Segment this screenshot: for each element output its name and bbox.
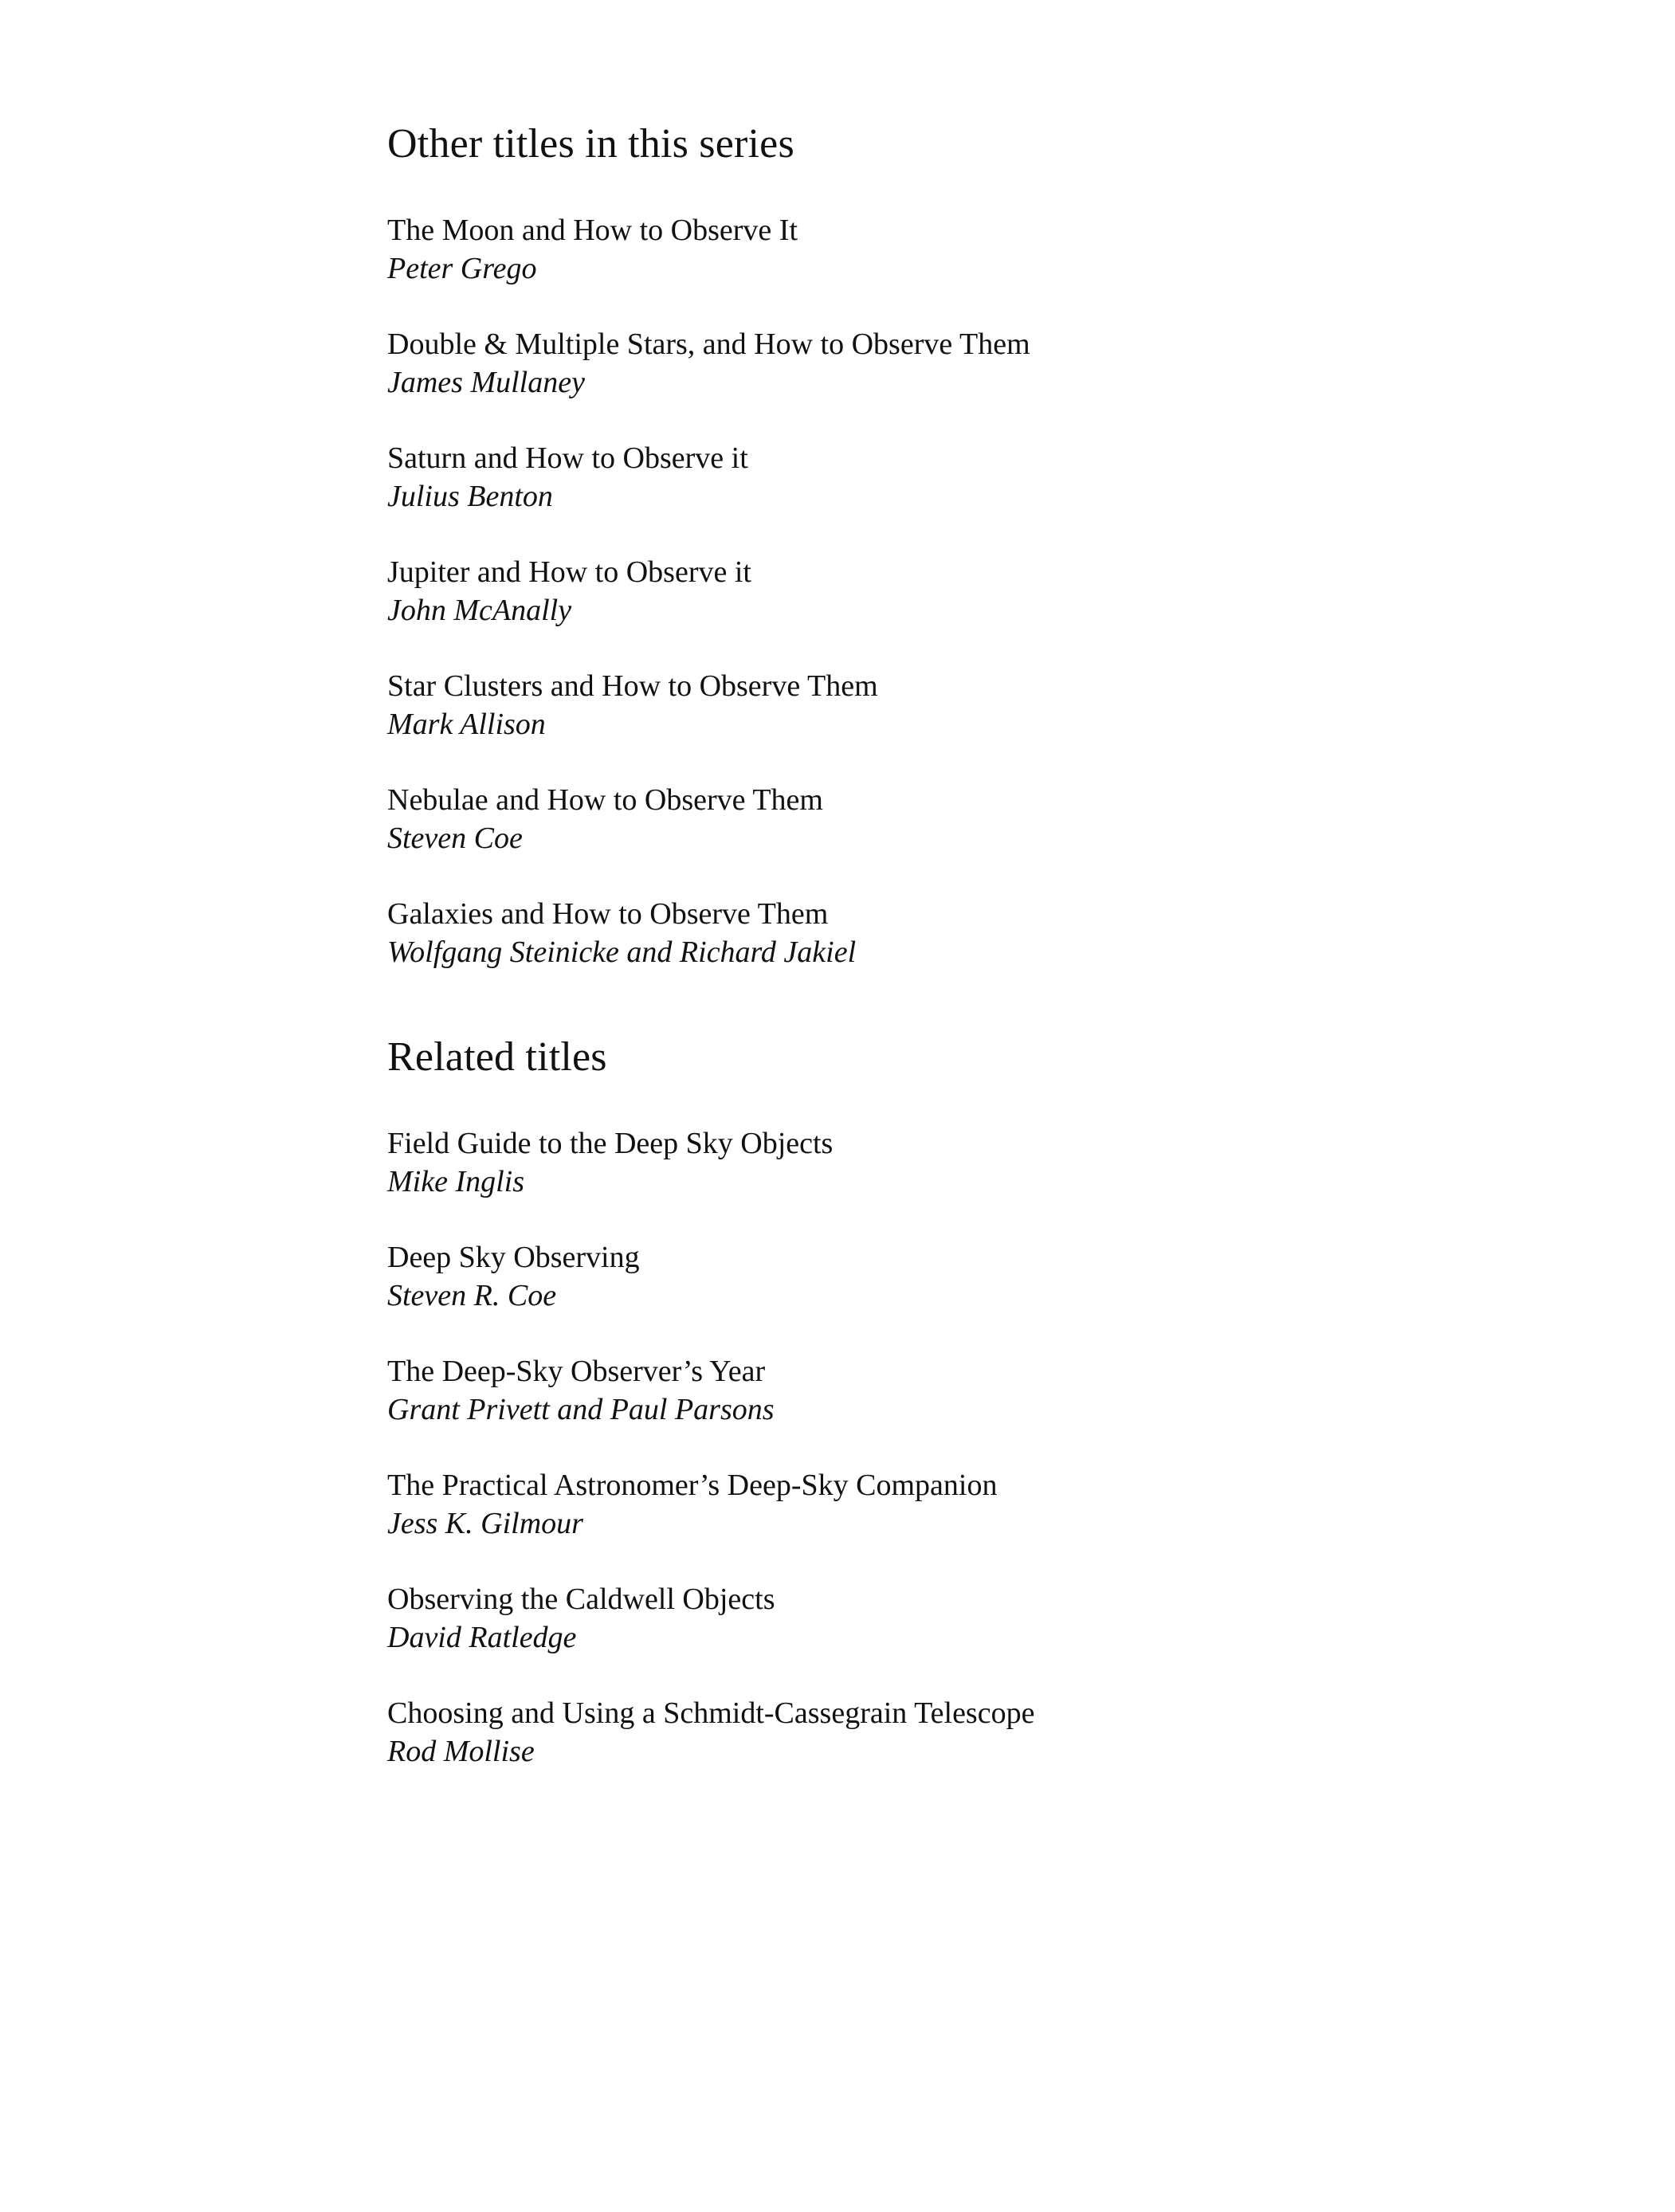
book-author: Steven R. Coe [387, 1279, 557, 1312]
related-titles-section [387, 1033, 1034, 1808]
book-title: Jupiter and How to Observe it [387, 555, 751, 589]
book-title: The Practical Astronomer’s Deep-Sky Companion [387, 1469, 998, 1502]
related-book-list [387, 1124, 1034, 1808]
related-titles-heading: Related titles [387, 1034, 607, 1080]
book-title: Choosing and Using a Schmidt-Cassegrain Telescope [387, 1696, 1035, 1730]
book-entry [387, 1352, 1034, 1466]
book-entry [387, 1466, 1034, 1580]
book-entry [387, 1694, 1034, 1808]
book-title: Observing the Caldwell Objects [387, 1583, 775, 1616]
book-entry [387, 1238, 1034, 1352]
book-author: John McAnally [387, 594, 572, 627]
book-author: Peter Grego [387, 252, 537, 285]
book-title: Deep Sky Observing [387, 1241, 640, 1274]
book-entry [387, 553, 1030, 667]
book-title: The Deep-Sky Observer’s Year [387, 1355, 766, 1388]
book-entry [387, 439, 1030, 553]
series-titles-section [387, 120, 1030, 1009]
book-author: James Mullaney [387, 366, 585, 399]
book-title: The Moon and How to Observe It [387, 214, 798, 247]
book-author: Julius Benton [387, 480, 553, 513]
series-titles-heading: Other titles in this series [387, 121, 794, 167]
book-author: Steven Coe [387, 822, 523, 855]
book-author: Mark Allison [387, 708, 546, 741]
book-entry [387, 325, 1030, 439]
book-author: Mike Inglis [387, 1165, 525, 1198]
book-author: Rod Mollise [387, 1735, 535, 1768]
book-title: Double & Multiple Stars, and How to Observe Them [387, 327, 1030, 361]
series-book-list [387, 211, 1030, 1009]
book-title: Saturn and How to Observe it [387, 441, 748, 475]
book-entry [387, 781, 1030, 895]
book-title: Field Guide to the Deep Sky Objects [387, 1127, 834, 1160]
book-author: Grant Privett and Paul Parsons [387, 1393, 775, 1426]
book-title: Nebulae and How to Observe Them [387, 783, 823, 817]
book-entry [387, 895, 1030, 1009]
book-entry [387, 667, 1030, 781]
book-author: Jess K. Gilmour [387, 1507, 583, 1540]
book-entry [387, 211, 1030, 325]
book-entry [387, 1580, 1034, 1694]
book-title: Galaxies and How to Observe Them [387, 897, 829, 931]
book-entry [387, 1124, 1034, 1238]
book-title: Star Clusters and How to Observe Them [387, 669, 878, 703]
book-author: Wolfgang Steinicke and Richard Jakiel [387, 935, 857, 969]
book-author: David Ratledge [387, 1621, 577, 1654]
